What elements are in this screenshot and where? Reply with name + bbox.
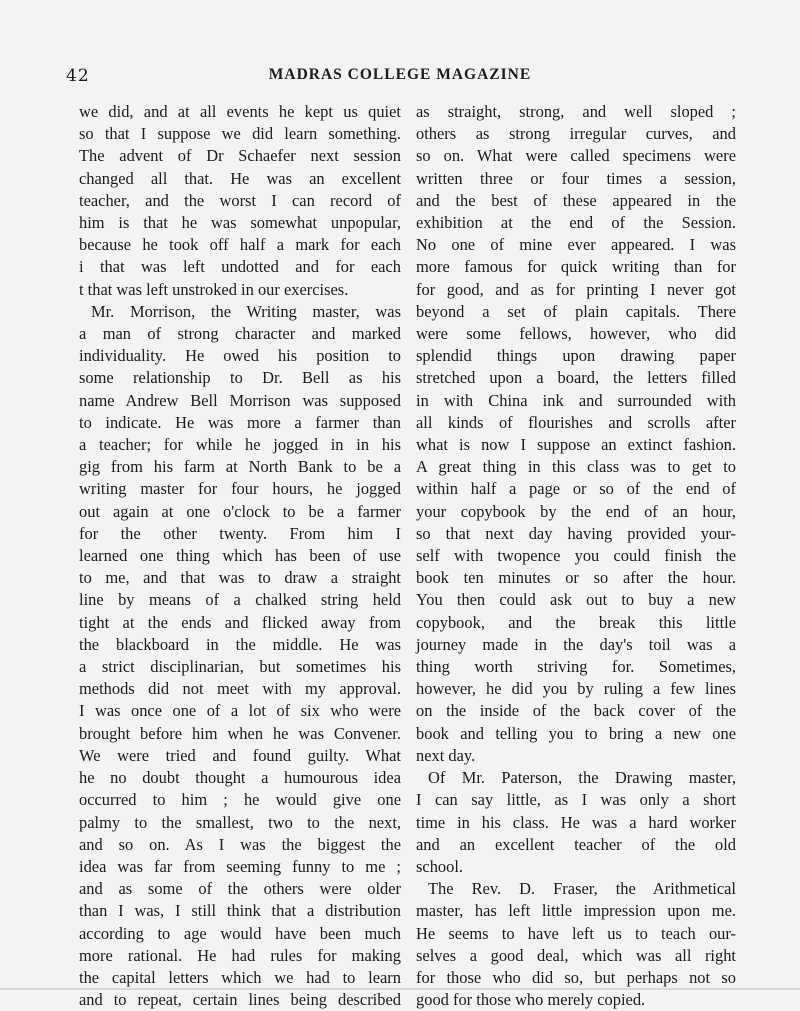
text-line: a teacher; for while he jogged in in his [79,435,401,455]
text-line: and the best of these appeared in the [416,190,736,210]
text-line: within half a page or so of the end of [416,479,736,499]
text-line: individuality. He owed his position to [79,346,401,366]
text-line: gig from his farm at North Bank to be a [79,457,401,477]
text-line: for the other twenty. From him I [79,523,401,543]
text-line: learned one thing which has been of use [79,546,401,566]
text-line: written three or four times a session, [416,168,736,188]
text-line: more famous for quick writing than for [416,257,736,277]
text-line: brought before him when he was Convener. [79,723,401,743]
text-line: some relationship to Dr. Bell as his [79,368,401,388]
text-line: selves a good deal, which was all right [416,945,736,965]
text-line: occurred to him ; he would give one [79,790,401,810]
text-line: to indicate. He was more a farmer than [79,412,401,432]
left-column [79,101,401,1011]
text-line: He seems to have left us to teach our- [416,923,736,943]
text-line: what is now I suppose an extinct fashion. [416,435,736,455]
text-line: him is that he was somewhat unpopular, [79,213,401,233]
text-line: to me, and that was to draw a straight [79,568,401,588]
text-line: copybook, and the break this little [416,612,736,632]
paragraph-start-line: Mr. Morrison, the Writing master, was [91,301,401,321]
text-line: line by means of a chalked string held [79,590,401,610]
text-line: on the inside of the back cover of the [416,701,736,721]
text-line: next day. [416,745,476,765]
text-line: in with China ink and surrounded with [416,390,736,410]
text-line: exhibition at the end of the Session. [416,213,736,233]
text-line: book ten minutes or so after the hour. [416,568,736,588]
text-line: You then could ask out to buy a new [416,590,736,610]
text-line: the blackboard in the middle. He was [79,634,401,654]
text-line: tight at the ends and flicked away from [79,612,401,632]
text-line: A great thing in this class was to get to [416,457,736,477]
text-line: The advent of Dr Schaefer next session [79,146,401,166]
text-line: he no doubt thought a humourous idea [79,768,401,788]
text-line: and an excellent teacher of the old [416,834,736,854]
text-line: more rational. He had rules for making [79,945,401,965]
text-line: for good, and as for printing I never got [416,279,736,299]
text-line: and so on. As I was the biggest the [79,834,401,854]
text-line: so that I suppose we did learn something. [79,124,401,144]
text-line: out again at one o'clock to be a farmer [79,501,401,521]
text-line: and to repeat, certain lines being described [79,990,401,1010]
text-line: thing worth striving for. Sometimes, [416,657,736,677]
page-edge-divider [0,988,800,990]
text-line: others as strong irregular curves, and [416,124,736,144]
text-line: stretched upon a board, the letters filled [416,368,736,388]
text-line: master, has left little impression upon me. [416,901,736,921]
right-column [416,101,736,1011]
text-line: i that was left undotted and for each [79,257,401,277]
paragraph-start-line: Of Mr. Paterson, the Drawing master, [428,768,736,788]
text-line: all kinds of flourishes and scrolls after [416,412,736,432]
running-head: MADRAS COLLEGE MAGAZINE [268,66,532,83]
text-line: we did, and at all events he kept us quiet [79,102,401,121]
text-line: I was once one of a lot of six who were [79,701,401,721]
text-line: book and telling you to bring a new one [416,723,736,743]
text-line: time in his class. He was a hard worker [416,812,736,832]
text-line: a strict disciplinarian, but sometimes his [79,657,401,677]
text-line: journey made in the day's toil was a [416,634,736,654]
text-line: because he took off half a mark for each [79,235,401,255]
text-line: methods did not meet with my approval. [79,679,401,699]
text-line: writing master for four hours, he jogged [79,479,401,499]
text-line: a man of strong character and marked [79,324,401,344]
text-line: We were tried and found guilty. What [79,745,401,765]
text-line: changed all that. He was an excellent [79,168,401,188]
text-line: than I was, I still think that a distribution [79,901,401,921]
text-line: the capital letters which we had to learn [79,967,401,987]
text-line: school. [416,856,464,876]
text-line: name Andrew Bell Morrison was supposed [79,390,401,410]
text-line: idea was far from seeming funny to me ; [79,856,401,876]
text-line: beyond a set of plain capitals. There [416,301,736,321]
text-line: splendid things upon drawing paper [416,346,736,366]
text-line: as straight, strong, and well sloped ; [416,102,736,121]
text-line: your copybook by the end of an hour, [416,501,736,521]
page-number: 42 [66,66,90,86]
text-line: t that was left unstroked in our exercises. [79,279,349,299]
text-line: teacher, and the worst I can record of [79,190,401,210]
text-line: self with twopence you could finish the [416,546,736,566]
text-line: palmy to the smallest, two to the next, [79,812,401,832]
text-line: were some fellows, however, who did [416,324,736,344]
text-line: and as some of the others were older [79,879,401,899]
text-line: so that next day having provided your- [416,523,736,543]
text-line: No one of mine ever appeared. I was [416,235,736,255]
text-line: good for those who merely copied. [416,990,646,1010]
text-line: so on. What were called specimens were [416,146,736,166]
text-line: according to age would have been much [79,923,401,943]
text-line: however, he did you by ruling a few lines [416,679,736,699]
text-line: for those who did so, but perhaps not so [416,967,736,987]
paragraph-start-line: The Rev. D. Fraser, the Arithmetical [428,879,736,899]
text-line: I can say little, as I was only a short [416,790,736,810]
